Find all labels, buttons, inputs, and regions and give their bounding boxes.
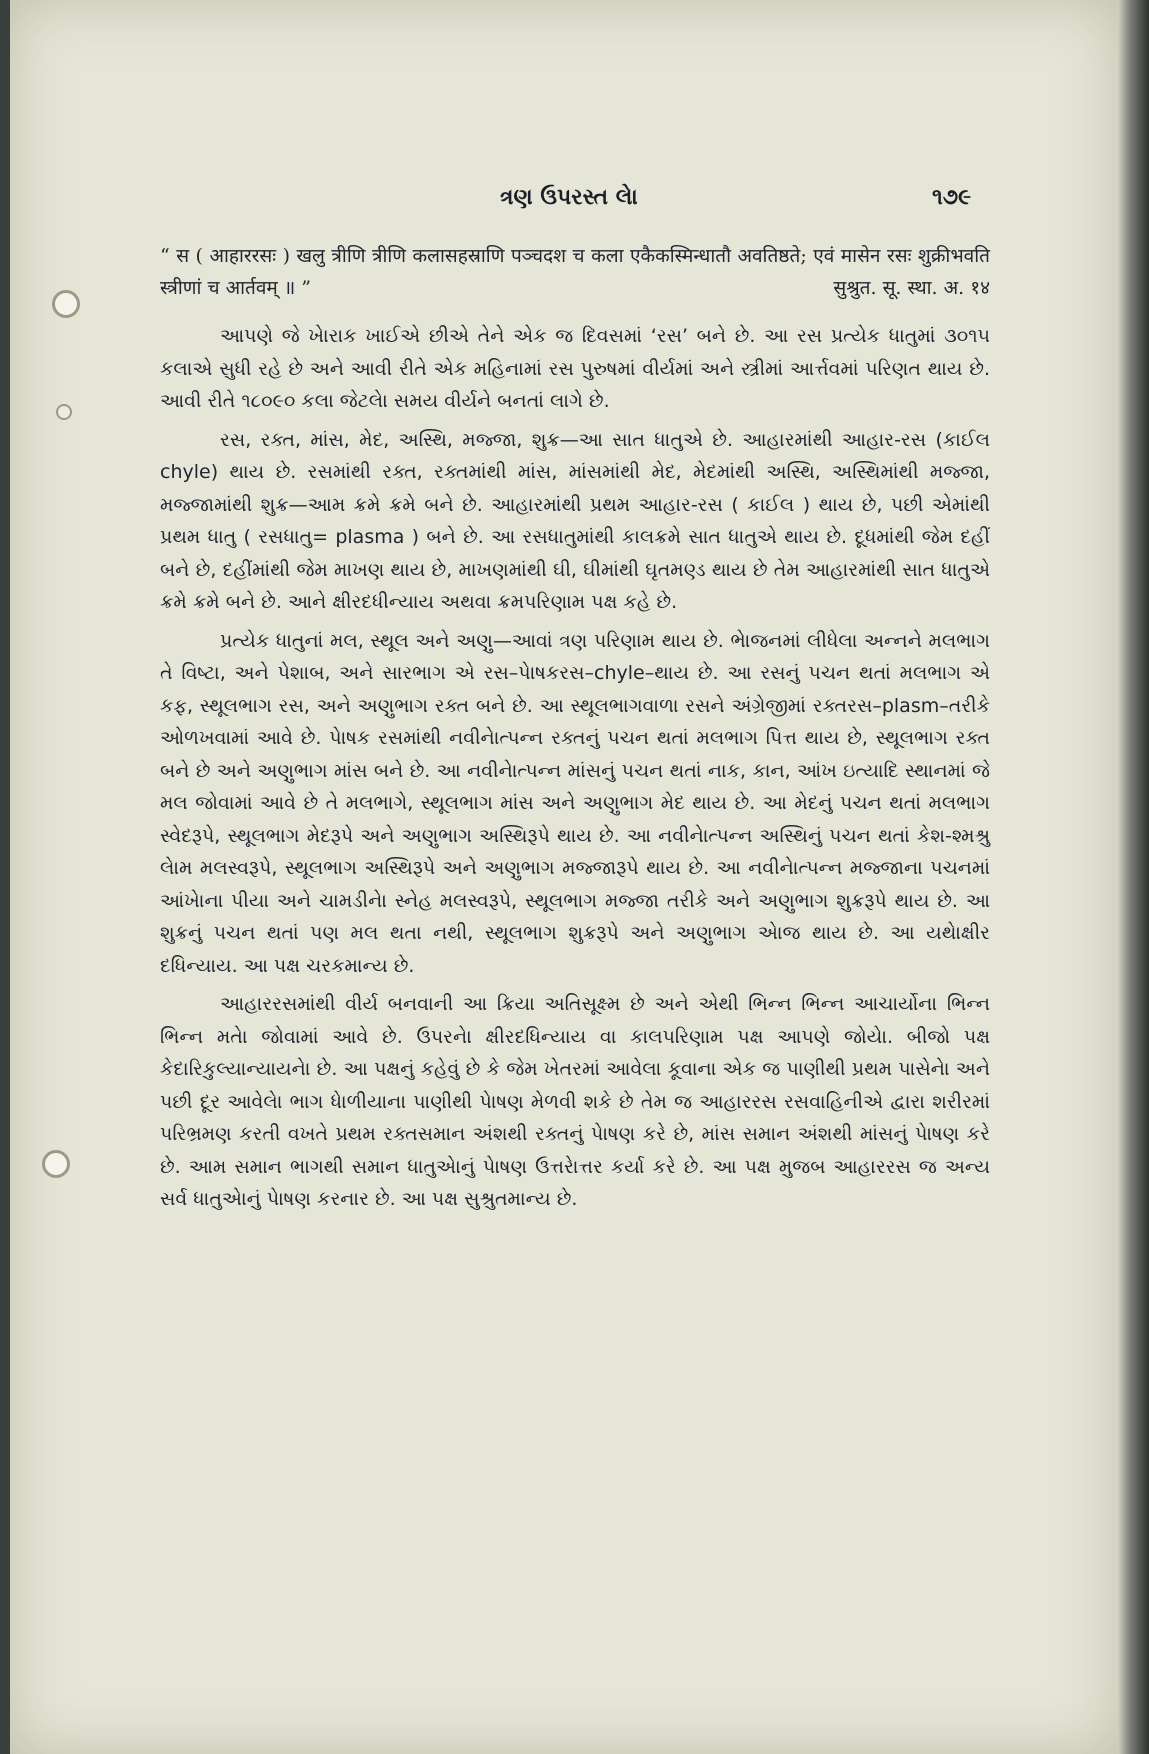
quote-source: सुश्रुत. सू. स्था. अ. १४ bbox=[833, 277, 990, 299]
paragraph-3: પ્રત્યેક ધાતુનાં મલ, સ્થૂલ અને અણુ—આવાં ત્રણ પરિણામ થાય છે. ભેાજનમાં લીધેલા અન્નને મલભાગ તે વિષ્ટા, અને પેશાબ, અને સારભાગ એ રસ–પેાષકરસ–chyle–થાય છે. આ રસનું પચન થતાં મલભાગ એ કફ, સ્થૂલભાગ રસ, અને અણુભાગ રક્ત બને છે. આ સ્થૂલભાગવાળા રસને અંગ્રેજીમાં રક્તરસ–plasm–તરીકે ઓળખવામાં આવે છે. પેાષક રસમાંથી નવીનેાત્પન્ન રક્તનું પચન થતાં મલભાગ પિત્ત થાય છે, સ્થૂલભાગ રક્ત બને છે અને અણુભાગ માંસ બને છે. આ નવીનેાત્પન્ન માંસનું પચન થતાં નાક, કાન, આંખ ઇત્યાદિ સ્થાનમાં જે મલ જોવામાં આવે છે તે મલભાગે, સ્થૂલભાગ માંસ અને અણુભાગ મેદ થાય છે. આ મેદનું પચન થતાં મલભાગ સ્વેદરૂપે, સ્થૂલભાગ મેદરૂપે અને અણુભાગ અસ્થિરૂપે થાય છે. આ નવીનેાત્પન્ન અસ્થિનું પચન થતાં કેશ-શ્મશ્રુ લેામ મલસ્વરૂપે, સ્થૂલભાગ અસ્થિરૂપે અને અણુભાગ મજ્જારૂપે થાય છે. આ નવીનેાત્પન્ન મજ્જાના પચનમાં આંખેાના પીયા અને ચામડીનેા સ્નેહ મલસ્વરૂપે, સ્થૂલભાગ મજ્જા તરીકે અને અણુભાગ શુક્રરૂપે થાય છે. આ શુક્રનું પચન થતાં પણ મલ થતા નથી, સ્થૂલભાગ શુક્રરૂપે અને અણુભાગ એાજ થાય છે. આ યથેાક્ષીર દધિન્યાય. આ પક્ષ ચરકમાન્ય છે. bbox=[160, 629, 990, 977]
paragraph-1: આપણે જે ખેારાક ખાઈએ છીએ તેને એક જ દિવસમાં ‘રસ’ બને છે. આ રસ પ્રત્યેક ધાતુમાં ૩૦૧૫ કલાએ સુધી રહે છે અને આવી રીતે એક મહિનામાં રસ પુરુષમાં વીર્યમાં અને સ્ત્રીમાં આર્ત્તવમાં પરિણત થાય છે. આવી રીતે ૧૮૦૯૦ કલા જેટલેા સમય વીર્યને બનતાં લાગે છે. bbox=[160, 325, 990, 412]
sanskrit-quote bbox=[160, 240, 990, 304]
page-edge-shadow bbox=[1118, 0, 1149, 1754]
document-page bbox=[10, 0, 1118, 1754]
page-header bbox=[10, 184, 1118, 224]
paragraph-4: આહારરસમાંથી વીર્ય બનવાની આ ક્રિયા અતિસૂક્ષ્મ છે અને એથી ભિન્ન ભિન્ન આચાર્યોના ભિન્ન ભિન્ન મતેા જોવામાં આવે છે. ઉપરનેા ક્ષીરદધિન્યાય વા કાલપરિણામ પક્ષ આપણે જોયેા. બીજો પક્ષ કેદારિકુલ્યાન્યાયનેા છે. આ પક્ષનું કહેવું છે કે જેમ ખેતરમાં આવેલા કૂવાના એક જ પાણીથી પ્રથમ પાસેનેા અને પછી દૂર આવેલેા ભાગ ધેાળીયાના પાણીથી પેાષણ મેળવી શકે છે તેમ જ આહારરસ રસવાહિનીએ દ્વારા શરીરમાં પરિભ્રમણ કરતી વખતે પ્રથમ રક્તસમાન અંશથી રક્તનું પેાષણ કરે છે, માંસ સમાન અંશથી માંસનું પેાષણ કરે છે. આમ સમાન ભાગથી સમાન ધાતુએાનું પેાષણ ઉત્તરેાત્તર કર્યા કરે છે. આ પક્ષ મુજબ આહારરસ જ અન્ય સર્વ ધાતુએાનું પેાષણ કરનાર છે. આ પક્ષ સુશ્રુતમાન્ય છે. bbox=[160, 993, 990, 1210]
quote-text: “ स ( आहाररसः ) खलु त्रीणि त्रीणि कलासहस्राणि पञ्चदश च कला एकैकस्मिन्धातौ अवतिष्ठते; एवं मासेन रसः शुक्रीभवति स्त्रीणां च आर्तवम् ॥ ” bbox=[160, 245, 990, 299]
page-number: ૧૭૯ bbox=[932, 184, 972, 210]
punch-hole-top bbox=[52, 290, 80, 318]
punch-hole-bottom bbox=[42, 1150, 70, 1178]
body-text bbox=[160, 320, 990, 1222]
running-title: ત્રણ ઉપરસ્ત લેા bbox=[500, 184, 638, 210]
punch-hole-mark bbox=[56, 404, 72, 420]
paragraph-2: રસ, રક્ત, માંસ, મેદ, અસ્થિ, મજ્જા, શુક્ર—આ સાત ધાતુએ છે. આહારમાંથી આહાર-રસ (કાઈલ chyle) થાય છે. રસમાંથી રક્ત, રક્તમાંથી માંસ, માંસમાંથી મેદ, મેદમાંથી અસ્થિ, અસ્થિમાંથી મજ્જા, મજ્જામાંથી શુક્ર—આમ ક્રમે ક્રમે બને છે. આહારમાંથી પ્રથમ આહાર-રસ ( કાઈલ ) થાય છે, પછી એમાંથી પ્રથમ ધાતુ ( રસધાતુ= plasma ) બને છે. આ રસધાતુમાંથી કાલક્રમે સાત ધાતુએ થાય છે. દૂધમાંથી જેમ દહીં બને છે, દહીંમાંથી જેમ માખણ થાય છે, માખણમાંથી ઘી, ઘીમાંથી ઘૃતમણ્ડ થાય છે તેમ આહારમાંથી સાત ધાતુએ ક્રમે ક્રમે બને છે. આને ક્ષીરદધીન્યાય અથવા ક્રમપરિણામ પક્ષ કહે છે. bbox=[160, 428, 990, 613]
